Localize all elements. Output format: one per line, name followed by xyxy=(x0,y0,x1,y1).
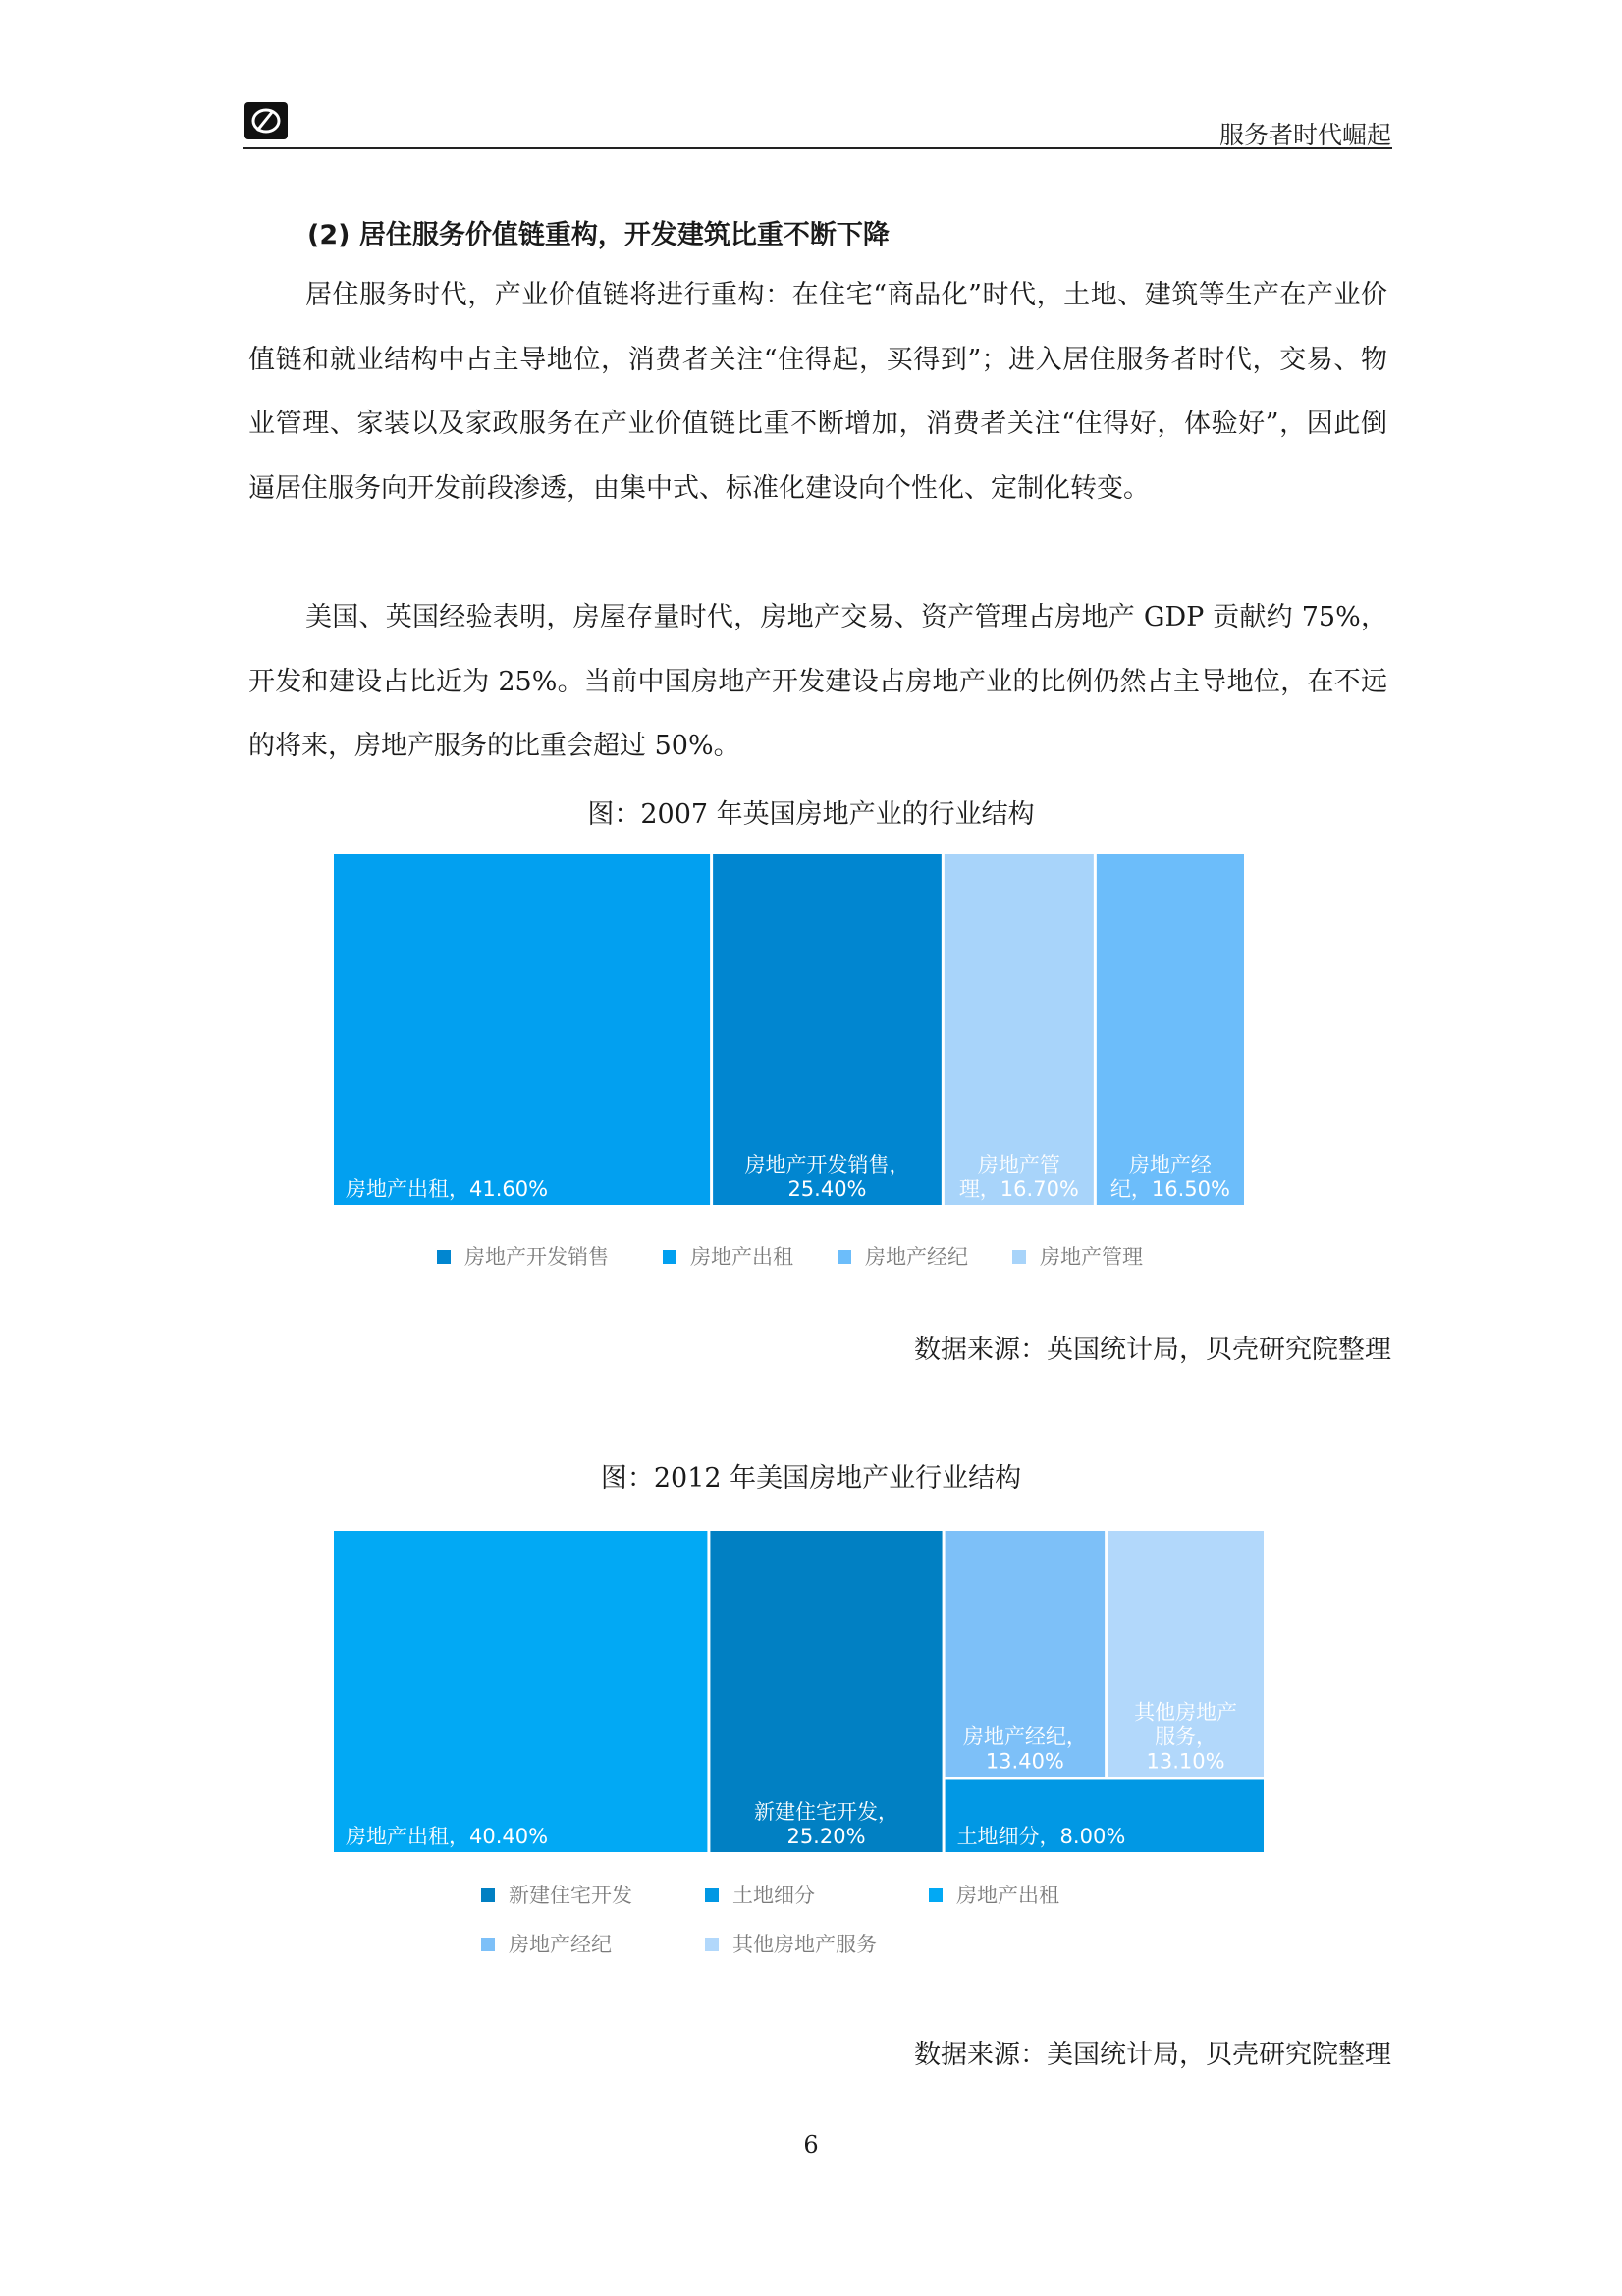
body-paragraph: 美国、英国经验表明，房屋存量时代，房地产交易、资产管理占房地产 GDP 贡献约 75%，开发和建设占比近为 25%。当前中国房地产开发建设占房地产业的比例仍然占主导地位，在不远的将来，房地产服务的比重会超过 50%。 xyxy=(248,602,1387,761)
treemap-cell-label: 13.40% xyxy=(985,1749,1064,1774)
header-title: 服务者时代崛起 xyxy=(1218,121,1391,149)
legend-label: 其他房地产服务 xyxy=(732,1933,877,1956)
treemap-cell-label: 25.40% xyxy=(787,1177,867,1201)
section-heading: (2) 居住服务价值链重构，开发建筑比重不断下降 xyxy=(307,220,890,250)
treemap-cell-label: 新建住宅开发， xyxy=(753,1800,898,1824)
legend-label: 房地产出租 xyxy=(690,1245,793,1269)
legend-label: 房地产开发销售 xyxy=(464,1245,609,1269)
treemap-cell-label: 13.10% xyxy=(1146,1749,1225,1774)
legend-swatch xyxy=(1012,1250,1026,1264)
chart-uk-legend xyxy=(437,1245,1143,1269)
legend-swatch xyxy=(437,1250,451,1264)
legend-label: 房地产出租 xyxy=(956,1884,1059,1907)
stylized-circle-logo-icon xyxy=(243,101,289,140)
chart-us-cells xyxy=(334,1531,1264,1852)
legend-label: 房地产经纪 xyxy=(865,1245,968,1269)
figure-caption-us: 图：2012 年美国房地产业行业结构 xyxy=(600,1463,1022,1494)
treemap-cell-label: 理，16.70% xyxy=(958,1177,1079,1201)
legend-swatch xyxy=(705,1888,719,1902)
treemap-cell-label: 25.20% xyxy=(786,1825,866,1848)
legend-swatch xyxy=(481,1888,495,1902)
page-number: 6 xyxy=(803,2131,819,2159)
legend-swatch xyxy=(838,1250,851,1264)
treemap-cell xyxy=(334,1531,707,1852)
legend-label: 土地细分 xyxy=(732,1884,815,1907)
body-paragraph: 居住服务时代，产业价值链将进行重构：在住宅“商品化”时代，土地、建筑等生产在产业价值链和就业结构中占主导地位，消费者关注“住得起，买得到”；进入居住服务者时代，交易、物业管理、家装以及家政服务在产业价值链比重不断增加，消费者关注“住得好，体验好”，因此倒逼居住服务向开发前段渗透，由集中式、标准化建设向个性化、定制化转变。 xyxy=(248,280,1387,504)
legend-label: 房地产管理 xyxy=(1040,1245,1143,1269)
figure-source-uk: 数据来源：英国统计局，贝壳研究院整理 xyxy=(914,1335,1391,1365)
treemap-cell-label: 房地产出租，40.40% xyxy=(346,1825,549,1848)
treemap-cell-label: 房地产出租，41.60% xyxy=(346,1177,549,1201)
treemap-cell-label: 房地产管 xyxy=(977,1153,1060,1176)
legend-swatch xyxy=(705,1938,719,1951)
treemap-chart-us xyxy=(332,1529,1284,2010)
treemap-cell-label: 房地产经纪， xyxy=(962,1724,1087,1749)
legend-swatch xyxy=(481,1938,495,1951)
legend-swatch xyxy=(663,1250,676,1264)
chart-uk-cells xyxy=(334,854,1244,1205)
treemap-cell-label: 其他房地产 xyxy=(1134,1700,1238,1724)
treemap-cell-label: 土地细分，8.00% xyxy=(956,1825,1126,1848)
treemap-cell-label: 服务， xyxy=(1155,1724,1217,1749)
treemap-cell-label: 房地产开发销售， xyxy=(744,1153,910,1176)
treemap-cell xyxy=(334,854,710,1205)
legend-label: 房地产经纪 xyxy=(509,1933,612,1956)
chart-us-legend xyxy=(481,1884,1059,1956)
figure-caption-uk: 图：2007 年英国房地产业的行业结构 xyxy=(587,799,1035,830)
figure-source-us: 数据来源：美国统计局，贝壳研究院整理 xyxy=(914,2040,1391,2070)
legend-label: 新建住宅开发 xyxy=(509,1884,632,1907)
legend-swatch xyxy=(929,1888,943,1902)
treemap-cell-label: 纪，16.50% xyxy=(1109,1177,1230,1201)
treemap-chart-uk xyxy=(332,852,1255,1324)
header-divider xyxy=(243,147,1392,149)
treemap-cell-label: 房地产经 xyxy=(1128,1153,1212,1176)
